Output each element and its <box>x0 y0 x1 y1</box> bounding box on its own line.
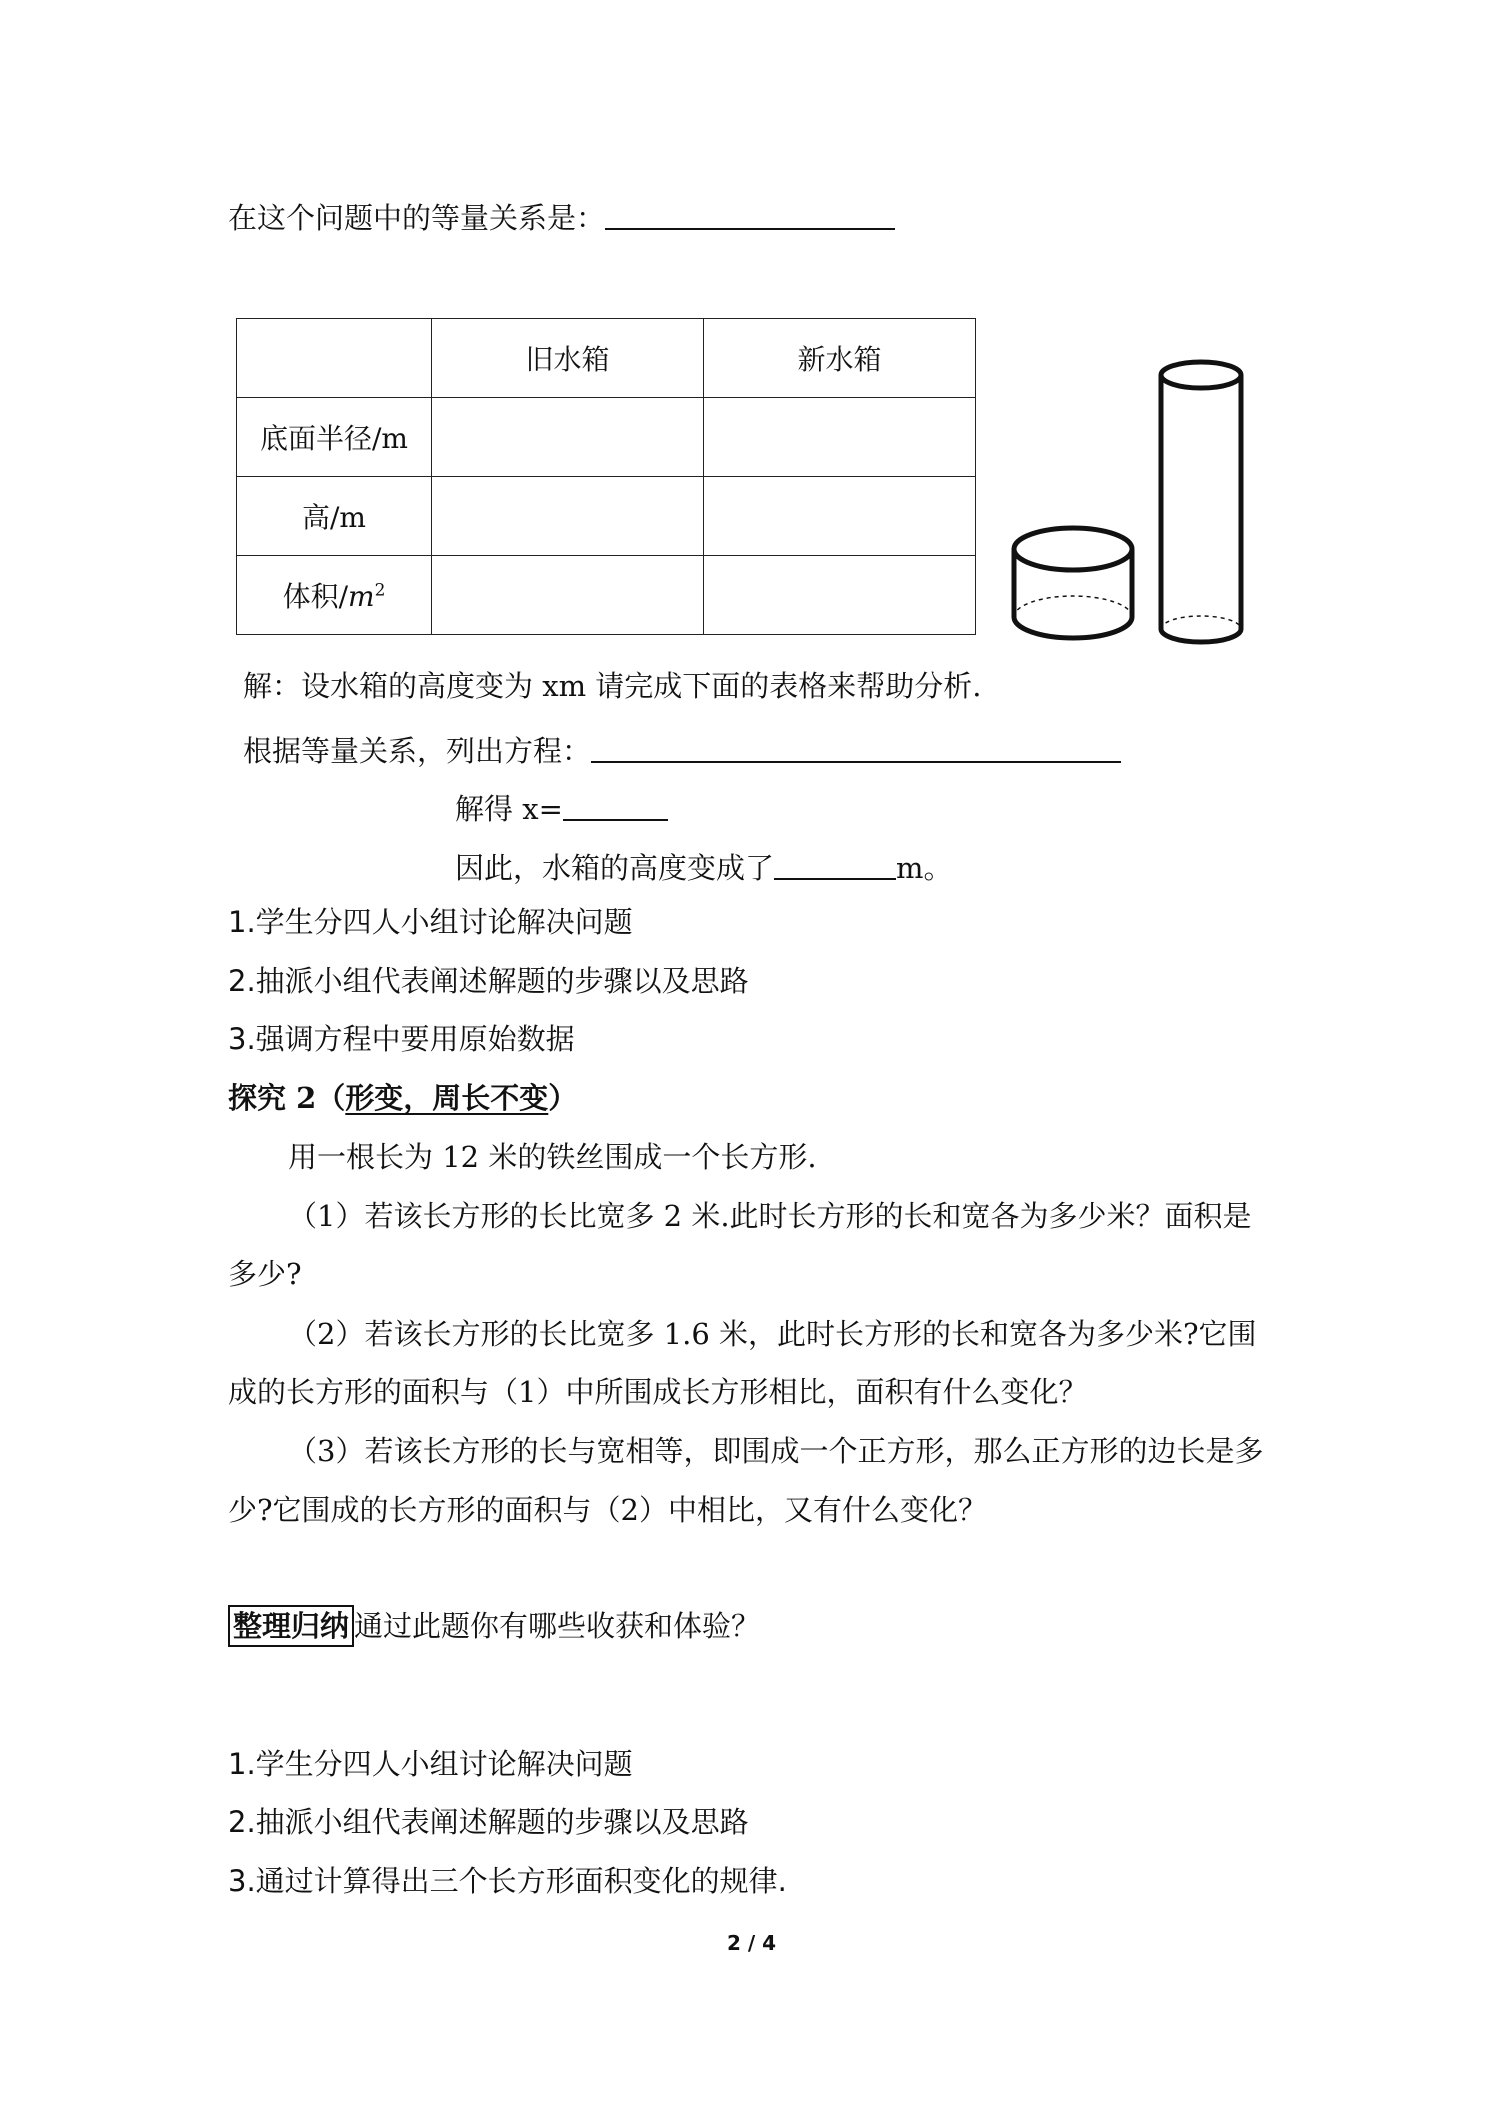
page-number: 2 / 4 <box>727 1931 777 1955</box>
question-1-line-2: 多少? <box>228 1257 302 1291</box>
cell-new-volume[interactable] <box>704 556 976 635</box>
list-item: 1.学生分四人小组讨论解决问题 <box>228 905 633 939</box>
list-item: 1.学生分四人小组讨论解决问题 <box>228 1747 633 1781</box>
tall-cylinder-icon <box>1161 362 1241 642</box>
header-cell-old-tank: 旧水箱 <box>432 319 704 398</box>
cell-old-height[interactable] <box>432 477 704 556</box>
equation-blank[interactable] <box>591 733 1121 763</box>
summary-box-label: 整理归纳 <box>228 1605 354 1647</box>
intro-line: 在这个问题中的等量关系是： <box>228 200 895 233</box>
water-tank-table <box>236 318 976 635</box>
summary-line: 整理归纳 通过此题你有哪些收获和体验？ <box>228 1612 760 1641</box>
explore2-problem: 用一根长为 12 米的铁丝围成一个长方形. <box>288 1140 817 1174</box>
explore2-heading: 探究 2（形变，周长不变） <box>228 1081 578 1115</box>
short-cylinder-icon <box>1014 528 1132 638</box>
table-header-row <box>237 319 976 398</box>
question-1-line-1: （1）若该长方形的长比宽多 2 米.此时长方形的长和宽各为多少米？面积是 <box>288 1199 1252 1233</box>
list-item: 3.通过计算得出三个长方形面积变化的规律. <box>228 1864 787 1898</box>
question-3-line-2: 少?它围成的长方形的面积与（2）中相比，又有什么变化？ <box>228 1493 987 1527</box>
height-result-blank[interactable] <box>774 850 896 880</box>
relation-blank[interactable] <box>605 200 895 230</box>
header-cell-empty <box>237 319 432 398</box>
table-row <box>237 477 976 556</box>
row-label-radius: 底面半径/m <box>237 398 432 477</box>
table-row <box>237 398 976 477</box>
result-line: 因此，水箱的高度变成了 m。 <box>455 851 953 885</box>
cell-new-radius[interactable] <box>704 398 976 477</box>
row-label-volume: 体积$/m^2$ <box>237 556 432 635</box>
question-2-line-1: （2）若该长方形的长比宽多 1.6 米，此时长方形的长和宽各为多少米?它围 <box>288 1317 1257 1351</box>
question-2-line-2: 成的长方形的面积与（1）中所围成长方形相比，面积有什么变化？ <box>228 1375 1088 1409</box>
list-item: 2.抽派小组代表阐述解题的步骤以及思路 <box>228 1805 749 1839</box>
list-item: 2.抽派小组代表阐述解题的步骤以及思路 <box>228 964 749 998</box>
solution-setup: 解：设水箱的高度变为 xm 请完成下面的表格来帮助分析. <box>243 669 982 703</box>
cell-old-volume[interactable] <box>432 556 704 635</box>
list-item: 3.强调方程中要用原始数据 <box>228 1022 575 1056</box>
cell-old-radius[interactable] <box>432 398 704 477</box>
header-cell-new-tank: 新水箱 <box>704 319 976 398</box>
equation-line: 根据等量关系，列出方程： <box>243 733 1121 766</box>
cylinders-illustration <box>1010 355 1270 655</box>
table-row <box>237 556 976 635</box>
row-label-height: 高/m <box>237 477 432 556</box>
question-3-line-1: （3）若该长方形的长与宽相等，即围成一个正方形，那么正方形的边长是多 <box>288 1434 1264 1468</box>
cell-new-height[interactable] <box>704 477 976 556</box>
x-value-blank[interactable] <box>563 791 668 821</box>
solve-line: 解得 x= <box>455 791 668 824</box>
